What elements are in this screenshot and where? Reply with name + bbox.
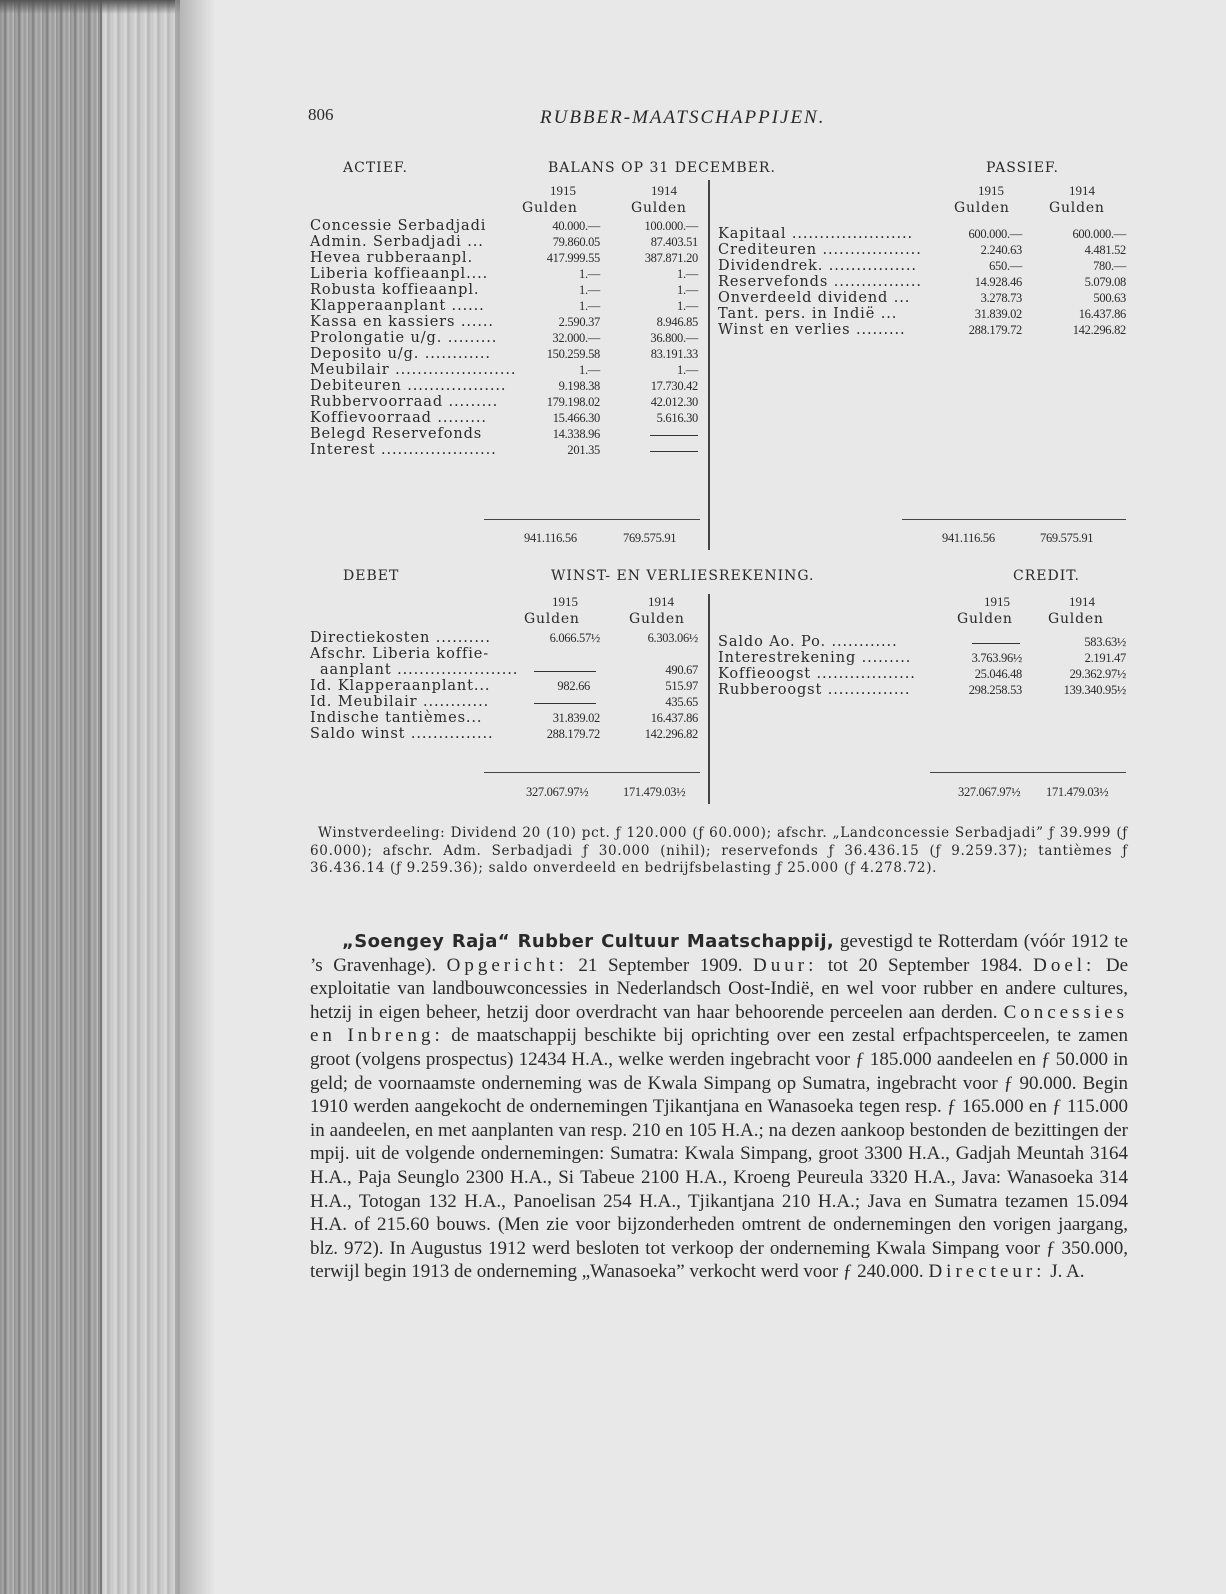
value-1915: 2.240.63 [980, 243, 1022, 257]
running-title: RUBBER-MAATSCHAPPIJEN. [540, 107, 826, 128]
value-1915: 79.860.05 [552, 235, 600, 249]
actief-total-1914: 769.575.91 [623, 531, 677, 545]
table-row [310, 298, 700, 314]
table-row [310, 218, 700, 234]
row-label: Prolongatie u/g. ......... [310, 330, 498, 346]
row-label: Directiekosten .......... [310, 630, 491, 646]
row-label: Id. Meubilair ............ [310, 694, 490, 710]
row-label: Onverdeeld dividend ... [718, 290, 911, 306]
company-name: „Soengey Raja“ Rubber Cultuur Maatschappij, [342, 931, 835, 952]
table-row [310, 726, 700, 742]
value-1915: 179.198.02 [546, 395, 600, 409]
company-entry-paragraph [310, 930, 1128, 1284]
row-label: Interest ..................... [310, 442, 497, 458]
table-row [718, 306, 1128, 322]
entry-text: tot 20 September 1984. [817, 954, 1034, 976]
row-label: Winst en verlies ......... [718, 322, 906, 338]
table-row [718, 650, 1128, 666]
value-1915: 40.000.— [552, 219, 600, 233]
row-label: Deposito u/g. ............ [310, 346, 491, 362]
row-label: Afschr. Liberia koffie- [310, 646, 490, 662]
value-1914: 1.— [677, 283, 698, 297]
row-label: Meubilair ...................... [310, 362, 517, 378]
gutter-shadow [175, 0, 215, 1594]
passief-total-1914: 769.575.91 [1040, 531, 1094, 545]
profit-loss-title: WINST- EN VERLIESREKENING. [551, 568, 815, 584]
empty-value-dash [534, 671, 596, 672]
profit-loss-column-divider [708, 594, 710, 804]
credit-total-1915: 327.067.97½ [958, 785, 1021, 799]
table-row [310, 266, 700, 282]
row-label: Reservefonds ................ [718, 274, 922, 290]
empty-value-dash [650, 435, 698, 436]
table-row [718, 682, 1128, 698]
table-row [718, 242, 1128, 258]
table-row [310, 330, 700, 346]
value-1915: 1.— [579, 283, 600, 297]
row-label: Dividendrek. ................ [718, 258, 917, 274]
passief-heading: PASSIEF. [986, 160, 1059, 176]
value-1915: 31.839.02 [552, 711, 600, 725]
table-row [718, 274, 1128, 290]
table-row [310, 362, 700, 378]
debet-currency-1915: Gulden [524, 611, 580, 627]
value-1914: 780.— [1093, 259, 1126, 273]
table-row [310, 678, 700, 694]
table-row [310, 250, 700, 266]
value-1915: 201.35 [567, 443, 600, 457]
value-1915: 288.179.72 [968, 323, 1022, 337]
table-row [310, 346, 700, 362]
value-1915: 982.66 [557, 679, 590, 693]
credit-total-1914: 171.479.03½ [1046, 785, 1109, 799]
entry-text: de maatschappij beschikte bij oprichting over een zestal erfpachtsperceelen, te zamen groot (volgens prospectus) 12434 H.A., welke werden ingebracht voor ƒ 185.000 aandeelen en ƒ 50.000 in geld; de voornaamste onderneming was de Kwala Simpang op Sumatra, ingebracht voor ƒ 90.000. Begin 1910 werden aangekocht de ondernemingen Tjikantjana en Wanasoeka tegen resp. ƒ 165.000 en ƒ 115.000 in aandeelen, en met aanplanten van resp. 210 en 105 H.A.; na dezen aankoop bestonden de bezittingen der mpij. uit de volgende ondernemingen: Sumatra: Kwala Simpang, groot 3300 H.A., Gadjah Meuntah 3164 H.A., Paja Seunglo 2300 H.A., Si Tabeue 2100 H.A., Kroeng Peureula 3320 H.A., Java: Wanasoeka 314 H.A., Totogan 132 H.A., Panoelisan 254 H.A., Tjikantjana 210 H.A.; Java en Sumatra tezamen 15.094 H.A. of 215.60 bouws. (Men zie voor bijzonderheden omtrent de ondernemingen den vorigen jaargang, blz. 972). In Augustus 1912 werd besloten tot verkoop der onderneming Kwala Simpang voor ƒ 350.000, terwijl begin 1913 de onderneming „Wanasoeka” verkocht werd voor ƒ 240.000. [310, 1025, 1128, 1283]
credit-year-1914: 1914 [1069, 594, 1095, 609]
value-1915: 14.338.96 [552, 427, 600, 441]
value-1915: 2.590.37 [558, 315, 600, 329]
row-label: Rubberoogst ............... [718, 682, 911, 698]
value-1915: 1.— [579, 299, 600, 313]
actief-total-rule [484, 519, 700, 520]
value-1915: 6.066.57½ [549, 631, 600, 645]
table-row [310, 662, 700, 678]
row-label: Belegd Reservefonds [310, 426, 483, 442]
actief-heading: ACTIEF. [343, 160, 408, 176]
table-row [718, 290, 1128, 306]
table-row [310, 426, 700, 442]
credit-total-rule [930, 772, 1126, 773]
value-1915: 1.— [579, 267, 600, 281]
value-1914: 16.437.86 [1078, 307, 1126, 321]
value-1914: 1.— [677, 363, 698, 377]
value-1914: 83.191.33 [650, 347, 698, 361]
actief-total-1915: 941.116.56 [524, 531, 577, 545]
value-1914: 1.— [677, 267, 698, 281]
value-1915: 3.763.96½ [971, 651, 1022, 665]
running-head [308, 105, 1128, 131]
value-1914: 387.871.20 [644, 251, 698, 265]
value-1915: 417.999.55 [546, 251, 600, 265]
table-row [310, 694, 700, 710]
table-row [310, 710, 700, 726]
row-label: Crediteuren .................. [718, 242, 922, 258]
value-1915: 25.046.48 [974, 667, 1022, 681]
row-label: Rubbervoorraad ......... [310, 394, 499, 410]
entry-text: De exploitatie van landbouwconcessies in Nederlandsch Oost-Indië, en wel voor rubber en andere cultures, hetzij in eigen beheer, hetzij door overdracht van haar behoorende perceelen aan derden. [310, 954, 1129, 1023]
row-label: Indische tantièmes... [310, 710, 483, 726]
row-label: Saldo Ao. Po. ............ [718, 634, 898, 650]
binding-shadow-top [0, 0, 200, 14]
passief-total-1915: 941.116.56 [942, 531, 995, 545]
value-1914: 5.616.30 [656, 411, 698, 425]
debet-total-1915: 327.067.97½ [526, 785, 589, 799]
row-label: Saldo winst ............... [310, 726, 494, 742]
row-label: Hevea rubberaanpl. [310, 250, 473, 266]
value-1914: 8.946.85 [656, 315, 698, 329]
entry-text: 21 September 1909. [567, 954, 754, 976]
value-1914: 17.730.42 [650, 379, 698, 393]
passief-total-rule [902, 519, 1126, 520]
value-1915: 31.839.02 [974, 307, 1022, 321]
credit-currency-1914: Gulden [1048, 611, 1104, 627]
value-1915: 1.— [579, 363, 600, 377]
empty-value-dash [972, 643, 1020, 644]
table-row [310, 630, 700, 646]
value-1914: 2.191.47 [1084, 651, 1126, 665]
credit-heading: CREDIT. [1013, 568, 1080, 584]
value-1914: 4.481.52 [1084, 243, 1126, 257]
row-label: Liberia koffieaanpl.... [310, 266, 489, 282]
value-1915: 298.258.53 [968, 683, 1022, 697]
table-row [718, 258, 1128, 274]
row-label: Robusta koffieaanpl. [310, 282, 480, 298]
profit-distribution-note [310, 825, 1128, 878]
value-1915: 600.000.— [968, 227, 1022, 241]
row-label: Interestrekening ......... [718, 650, 912, 666]
empty-value-dash [534, 703, 596, 704]
row-label: aanplant ...................... [320, 662, 519, 678]
value-1914: 6.303.06½ [647, 631, 698, 645]
debet-currency-1914: Gulden [629, 611, 685, 627]
value-1914: 139.340.95½ [1063, 683, 1126, 697]
value-1914: 142.296.82 [644, 727, 698, 741]
entry-text: gevestigd te Rotterdam (vóór 1912 te ’s Gravenhage). [310, 931, 1128, 976]
table-row [718, 226, 1128, 242]
debet-year-1915: 1915 [552, 594, 578, 609]
value-1914: 1.— [677, 299, 698, 313]
label-opgericht: Opgericht: [446, 954, 568, 976]
table-row [310, 282, 700, 298]
credit-currency-1915: Gulden [957, 611, 1013, 627]
row-label: Admin. Serbadjadi ... [310, 234, 484, 250]
actief-currency-1914: Gulden [631, 200, 687, 216]
value-1914: 5.079.08 [1084, 275, 1126, 289]
value-1914: 583.63½ [1084, 635, 1126, 649]
row-label: Kassa en kassiers ...... [310, 314, 494, 330]
value-1915: 32.000.— [552, 331, 600, 345]
balance-title: BALANS OP 31 DECEMBER. [548, 160, 776, 176]
credit-year-1915: 1915 [984, 594, 1010, 609]
table-row [310, 442, 700, 458]
value-1914: 16.437.86 [650, 711, 698, 725]
debet-heading: DEBET [343, 568, 400, 584]
passief-currency-1914: Gulden [1049, 200, 1105, 216]
label-duur: Duur: [753, 954, 818, 976]
table-row [310, 410, 700, 426]
value-1914: 36.800.— [650, 331, 698, 345]
value-1915: 15.466.30 [552, 411, 600, 425]
row-label: Kapitaal ...................... [718, 226, 914, 242]
table-row [310, 234, 700, 250]
value-1914: 100.000.— [644, 219, 698, 233]
passief-year-1915: 1915 [978, 183, 1004, 198]
balance-column-divider [708, 180, 710, 550]
empty-value-dash [650, 451, 698, 452]
company-entry [310, 930, 1128, 1284]
value-1914: 142.296.82 [1072, 323, 1126, 337]
passief-year-1914: 1914 [1069, 183, 1095, 198]
value-1914: 42.012.30 [650, 395, 698, 409]
row-label: Id. Klapperaanplant... [310, 678, 491, 694]
value-1914: 490.67 [665, 663, 698, 677]
debet-total-1914: 171.479.03½ [623, 785, 686, 799]
value-1914: 29.362.97½ [1069, 667, 1126, 681]
value-1915: 650.— [989, 259, 1022, 273]
entry-text: J. A. [1045, 1261, 1085, 1283]
row-label: Koffieoogst .................. [718, 666, 916, 682]
row-label: Koffievoorraad ......... [310, 410, 487, 426]
profit-distribution-text: Winstverdeeling: Dividend 20 (10) pct. ƒ 120.000 (ƒ 60.000); afschr. „Landconcessie Serbadjadi” ƒ 39.999 (ƒ 60.000); afschr. Adm. Serbadjadi ƒ 30.000 (nihil); reservefonds ƒ 36.436.15 (ƒ 9.259.37); tantièmes ƒ 36.436.14 (ƒ 9.259.36); saldo onverdeeld en bedrijfsbelasting ƒ 25.000 (ƒ 4.278.72). [310, 825, 1128, 876]
value-1914: 600.000.— [1072, 227, 1126, 241]
value-1914: 515.97 [665, 679, 698, 693]
debet-year-1914: 1914 [648, 594, 674, 609]
row-label: Klapperaanplant ...... [310, 298, 485, 314]
table-row [718, 322, 1128, 338]
value-1914: 435.65 [665, 695, 698, 709]
actief-year-1915: 1915 [550, 183, 576, 198]
value-1915: 14.928.46 [974, 275, 1022, 289]
table-row [310, 314, 700, 330]
label-concessies-inbreng: Concessies en Inbreng: [310, 1001, 1128, 1047]
table-row [718, 666, 1128, 682]
table-row [310, 378, 700, 394]
value-1915: 288.179.72 [546, 727, 600, 741]
row-label: Concessie Serbadjadi [310, 218, 487, 234]
table-row [718, 634, 1128, 650]
value-1914: 500.63 [1093, 291, 1126, 305]
table-row [310, 646, 700, 662]
actief-currency-1915: Gulden [522, 200, 578, 216]
value-1915: 9.198.38 [558, 379, 600, 393]
label-doel: Doel: [1033, 954, 1096, 976]
row-label: Debiteuren .................. [310, 378, 507, 394]
page-number: 806 [308, 105, 334, 124]
value-1915: 150.259.58 [546, 347, 600, 361]
label-directeur: Directeur: [928, 1261, 1046, 1283]
value-1915: 3.278.73 [980, 291, 1022, 305]
passief-currency-1915: Gulden [954, 200, 1010, 216]
value-1914: 87.403.51 [650, 235, 698, 249]
row-label: Tant. pers. in Indië ... [718, 306, 898, 322]
table-row [310, 394, 700, 410]
debet-total-rule [484, 772, 700, 773]
actief-year-1914: 1914 [651, 183, 677, 198]
